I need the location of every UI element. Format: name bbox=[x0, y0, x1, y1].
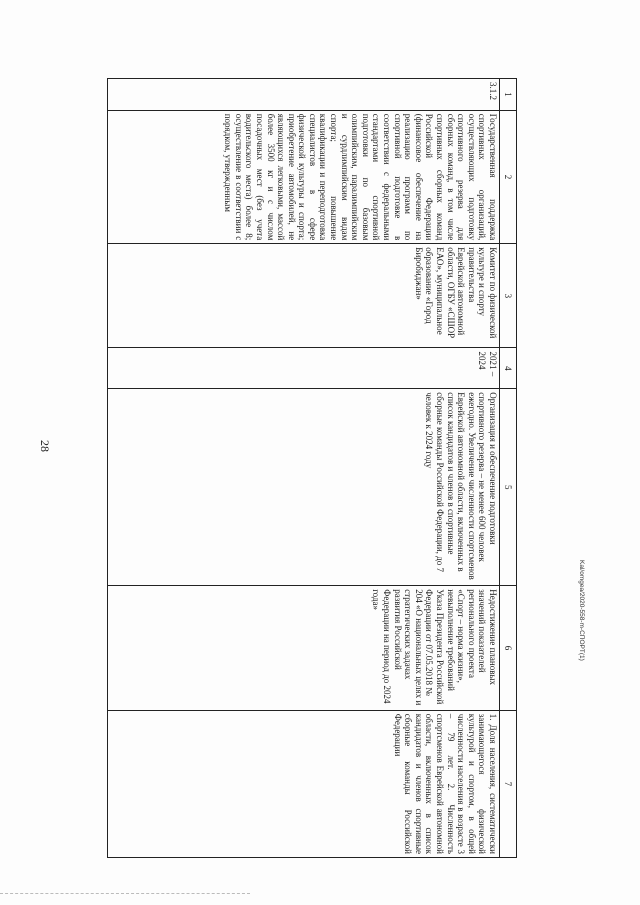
cell-item-number: 3.1.2 bbox=[108, 79, 500, 111]
bottom-rule bbox=[0, 893, 250, 894]
rotated-table-container bbox=[107, 78, 517, 858]
page-number: 28 bbox=[38, 440, 52, 452]
cell-indicators: 1. Доля населения, систематически занимающегося физической культурой и спортом, в общей численности населения в возрасте 3 – 79 лет. 2. Численность спортсменов Еврейской автономной области, включенных в список кандидатов и членов спортивные сборные команды Российской Федерации bbox=[108, 710, 500, 857]
table-header-row bbox=[500, 79, 517, 858]
program-table bbox=[107, 78, 517, 858]
cell-period: 2021 – 2024 bbox=[108, 348, 500, 389]
header-col-1: 1 bbox=[500, 79, 517, 111]
table-row bbox=[108, 79, 500, 858]
cell-activity-description: Государственная поддержка спортивных организаций, осуществляющих подготовку спортивного резерва для сборных команд, в том числе спортивных сборных команд Российской Федерации (финансовое обеспечение на реализацию программ по спортивной подготовке в соответствии с федеральными стандартами спортивной подготовки по базовым олимпийским, паралимпийским и сурдлимпийским видам спорта; повышение квалификации и переподготовка специалистов в сфере физической культуры и спорта; приобретение автомобилей, не являющихся легковыми, массой более 3500 кг и с числом посадочных мест (без учета водительского места) более 8; осуществление в соответствии с порядком, утвержденным bbox=[108, 110, 500, 244]
header-col-2: 2 bbox=[500, 110, 517, 244]
document-footer-code: Kal/omgea/2020-558-m-CПOPT(1) bbox=[578, 560, 585, 661]
header-col-4: 4 bbox=[500, 348, 517, 389]
header-col-3: 3 bbox=[500, 244, 517, 348]
cell-responsible: Комитет по физической культуре и спорту правительства Еврейской автономной области, ОГБУ «СШОР ЕАО», муниципальное образование «Город Биробиджан» bbox=[108, 244, 500, 348]
header-col-5: 5 bbox=[500, 389, 517, 586]
header-col-6: 6 bbox=[500, 586, 517, 711]
cell-expected-result: Организация и обеспечение подготовки спортивного резерва – не менее 600 человек ежегодно. Увеличение численности спортсменов Еврейской автономной области, включенных в список кандидатов и членов в спортивные сборные команды Российской Федерации, до 7 человек к 2024 году bbox=[108, 389, 500, 586]
header-col-7: 7 bbox=[500, 710, 517, 857]
cell-consequences: Недостижение плановых значений показателей регионального проекта «Спорт – норма жизни», невыполнение требований Указа Президента Российской Федерации от 07.05.2018 № 204 «О национальных целях и стратегических задачах развития Российской Федерации на период до 2024 года» bbox=[108, 586, 500, 711]
